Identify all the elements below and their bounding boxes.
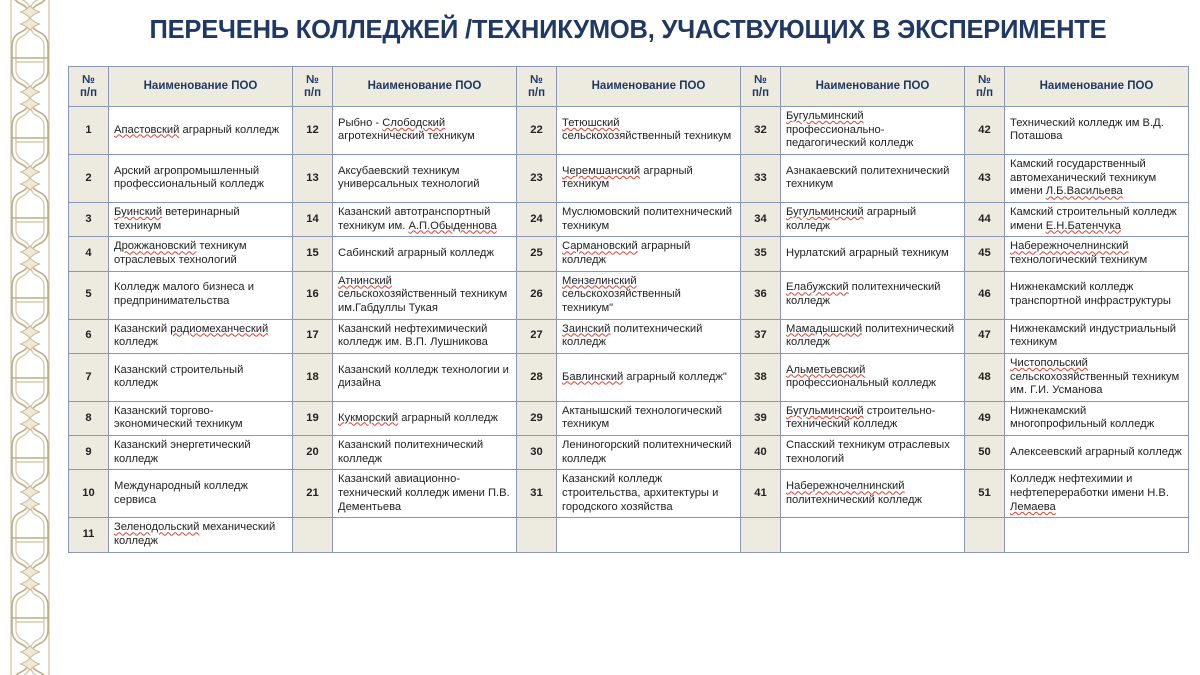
cell-college-name-empty	[557, 518, 741, 552]
cell-college-name: Арский агропромышленный профессиональный колледж	[109, 154, 293, 202]
header-name-1: Наименование ПОО	[109, 67, 293, 107]
cell-college-name: Апастовский аграрный колледж	[109, 107, 293, 155]
cell-college-name: Нижнекамский индустриальный техникум	[1005, 319, 1189, 353]
cell-index: 42	[965, 107, 1005, 155]
cell-index: 4	[69, 237, 109, 271]
cell-college-name: Колледж нефтехимии и нефтепереработки имени Н.В. Лемаева	[1005, 470, 1189, 518]
header-num-line2: п/п	[79, 86, 98, 99]
cell-index: 32	[741, 107, 781, 155]
cell-index: 1	[69, 107, 109, 155]
cell-college-name: Бавлинский аграрный колледж"	[557, 353, 741, 401]
cell-index: 47	[965, 319, 1005, 353]
cell-index: 13	[293, 154, 333, 202]
cell-index: 22	[517, 107, 557, 155]
cell-college-name: Сармановский аграрный колледж	[557, 237, 741, 271]
cell-college-name: Казанский политехнический колледж	[333, 436, 517, 470]
table-row	[69, 353, 1189, 401]
page-title: ПЕРЕЧЕНЬ КОЛЛЕДЖЕЙ /ТЕХНИКУМОВ, УЧАСТВУЮЩИХ В ЭКСПЕРИМЕНТЕ	[149, 16, 1107, 44]
cell-college-name: Азнакаевский политехнический техникум	[781, 154, 965, 202]
cell-college-name: Муслюмовский политехнический техникум	[557, 202, 741, 236]
cell-index: 11	[69, 518, 109, 552]
table-body	[69, 107, 1189, 553]
cell-index: 40	[741, 436, 781, 470]
cell-college-name-empty	[781, 518, 965, 552]
header-num-4	[741, 67, 781, 107]
cell-college-name: Чистопольский сельскохозяйственный техникум им. Г.И. Усманова	[1005, 353, 1189, 401]
cell-college-name: Казанский автотранспортный техникум им. А.П.Обыденнова	[333, 202, 517, 236]
cell-index: 33	[741, 154, 781, 202]
table-row	[69, 237, 1189, 271]
cell-index: 14	[293, 202, 333, 236]
cell-college-name: Дрожжановский техникум отраслевых технологий	[109, 237, 293, 271]
cell-index: 34	[741, 202, 781, 236]
cell-college-name: Набережночелнинский политехнический колледж	[781, 470, 965, 518]
header-num-2	[293, 67, 333, 107]
cell-college-name: Бугульминский аграрный колледж	[781, 202, 965, 236]
ornamental-left-border	[0, 0, 58, 675]
cell-college-name: Набережночелнинский технологический техникум	[1005, 237, 1189, 271]
table-row	[69, 154, 1189, 202]
table-row	[69, 436, 1189, 470]
cell-index: 49	[965, 401, 1005, 435]
header-num-3	[517, 67, 557, 107]
header-num-line2: п/п	[975, 86, 994, 99]
cell-index: 16	[293, 271, 333, 319]
header-num-5	[965, 67, 1005, 107]
cell-index: 18	[293, 353, 333, 401]
cell-college-name: Лениногорский политехнический колледж	[557, 436, 741, 470]
cell-college-name: Спасский техникум отраслевых технологий	[781, 436, 965, 470]
header-num-line2: п/п	[303, 86, 322, 99]
cell-index: 36	[741, 271, 781, 319]
cell-index: 43	[965, 154, 1005, 202]
cell-index: 39	[741, 401, 781, 435]
cell-college-name: Казанский радиомеханческий колледж	[109, 319, 293, 353]
cell-index: 21	[293, 470, 333, 518]
college-table-container	[68, 66, 1188, 553]
cell-index: 10	[69, 470, 109, 518]
header-num-line2: п/п	[527, 86, 546, 99]
cell-index: 24	[517, 202, 557, 236]
cell-index: 7	[69, 353, 109, 401]
cell-college-name: Мензелинский сельскохозяйственный техникум"	[557, 271, 741, 319]
cell-index: 20	[293, 436, 333, 470]
cell-index: 9	[69, 436, 109, 470]
table-header-row	[69, 67, 1189, 107]
table-row	[69, 271, 1189, 319]
cell-index: 44	[965, 202, 1005, 236]
cell-college-name: Аксубаевский техникум универсальных технологий	[333, 154, 517, 202]
cell-index: 37	[741, 319, 781, 353]
cell-college-name-empty	[1005, 518, 1189, 552]
cell-college-name: Международный колледж сервиса	[109, 470, 293, 518]
header-name-4: Наименование ПОО	[781, 67, 965, 107]
cell-index: 23	[517, 154, 557, 202]
cell-college-name: Казанский торгово-экономический техникум	[109, 401, 293, 435]
cell-index: 15	[293, 237, 333, 271]
table-row	[69, 107, 1189, 155]
header-num-line1: №	[82, 73, 95, 86]
cell-college-name: Атнинский сельскохозяйственный техникум им.Габдуллы Тукая	[333, 271, 517, 319]
cell-index: 30	[517, 436, 557, 470]
header-name-5: Наименование ПОО	[1005, 67, 1189, 107]
cell-index: 31	[517, 470, 557, 518]
cell-index: 38	[741, 353, 781, 401]
cell-college-name: Казанский колледж технологии и дизайна	[333, 353, 517, 401]
cell-college-name: Камский государственный автомеханический техникум имени Л.Б.Васильева	[1005, 154, 1189, 202]
header-num-line1: №	[306, 73, 319, 86]
cell-index: 3	[69, 202, 109, 236]
cell-college-name: Казанский энергетический колледж	[109, 436, 293, 470]
cell-index: 35	[741, 237, 781, 271]
cell-index: 29	[517, 401, 557, 435]
cell-index: 28	[517, 353, 557, 401]
header-name-3: Наименование ПОО	[557, 67, 741, 107]
cell-college-name: Бугульминский профессионально-педагогический колледж	[781, 107, 965, 155]
cell-college-name: Кукморский аграрный колледж	[333, 401, 517, 435]
table-row	[69, 518, 1189, 552]
cell-college-name: Рыбно - Слободский агротехнический техникум	[333, 107, 517, 155]
table-row	[69, 470, 1189, 518]
cell-college-name: Алексеевский аграрный колледж	[1005, 436, 1189, 470]
cell-college-name: Буинский ветеринарный техникум	[109, 202, 293, 236]
cell-index: 46	[965, 271, 1005, 319]
cell-index: 5	[69, 271, 109, 319]
cell-college-name: Нижнекамский многопрофильный колледж	[1005, 401, 1189, 435]
college-table	[68, 66, 1189, 553]
cell-college-name: Технический колледж им В.Д. Поташова	[1005, 107, 1189, 155]
cell-college-name: Актанышский технологический техникум	[557, 401, 741, 435]
cell-college-name: Альметьевский профессиональный колледж	[781, 353, 965, 401]
cell-index: 51	[965, 470, 1005, 518]
cell-college-name: Казанский колледж строительства, архитектуры и городского хозяйства	[557, 470, 741, 518]
cell-index: 17	[293, 319, 333, 353]
cell-index: 27	[517, 319, 557, 353]
cell-college-name: Заинский политехнический колледж	[557, 319, 741, 353]
cell-index-empty	[293, 518, 333, 552]
table-row	[69, 319, 1189, 353]
cell-index: 41	[741, 470, 781, 518]
table-row	[69, 401, 1189, 435]
cell-college-name: Елабужский политехнический колледж	[781, 271, 965, 319]
table-header	[69, 67, 1189, 107]
cell-college-name: Камский строительный колледж имени Е.Н.Батенчука	[1005, 202, 1189, 236]
cell-index: 6	[69, 319, 109, 353]
header-num-line1: №	[530, 73, 543, 86]
header-num-line2: п/п	[751, 86, 770, 99]
cell-college-name: Мамадышский политехнический колледж	[781, 319, 965, 353]
cell-college-name: Казанский нефтехимический колледж им. В.П. Лушникова	[333, 319, 517, 353]
cell-index: 45	[965, 237, 1005, 271]
cell-index: 8	[69, 401, 109, 435]
cell-index: 50	[965, 436, 1005, 470]
header-num-line1: №	[754, 73, 767, 86]
cell-college-name: Казанский строительный колледж	[109, 353, 293, 401]
cell-college-name: Тетюшский сельскохозяйственный техникум	[557, 107, 741, 155]
cell-index: 25	[517, 237, 557, 271]
cell-index: 48	[965, 353, 1005, 401]
cell-index-empty	[965, 518, 1005, 552]
cell-college-name: Сабинский аграрный колледж	[333, 237, 517, 271]
cell-college-name: Бугульминский строительно-технический колледж	[781, 401, 965, 435]
cell-index: 2	[69, 154, 109, 202]
table-row	[69, 202, 1189, 236]
cell-index-empty	[517, 518, 557, 552]
cell-college-name: Колледж малого бизнеса и предпринимательства	[109, 271, 293, 319]
cell-college-name: Казанский авиационно-технический колледж имени П.В. Дементьева	[333, 470, 517, 518]
header-name-2: Наименование ПОО	[333, 67, 517, 107]
cell-index: 12	[293, 107, 333, 155]
cell-index-empty	[741, 518, 781, 552]
header-num-1	[69, 67, 109, 107]
cell-college-name: Нурлатский аграрный техникум	[781, 237, 965, 271]
cell-college-name: Зеленодольский механический колледж	[109, 518, 293, 552]
cell-index: 19	[293, 401, 333, 435]
cell-college-name: Нижнекамский колледж транспортной инфраструктуры	[1005, 271, 1189, 319]
cell-college-name: Черемшанский аграрный техникум	[557, 154, 741, 202]
cell-index: 26	[517, 271, 557, 319]
ornament-pattern-svg	[8, 0, 52, 675]
header-num-line1: №	[978, 73, 991, 86]
cell-college-name-empty	[333, 518, 517, 552]
